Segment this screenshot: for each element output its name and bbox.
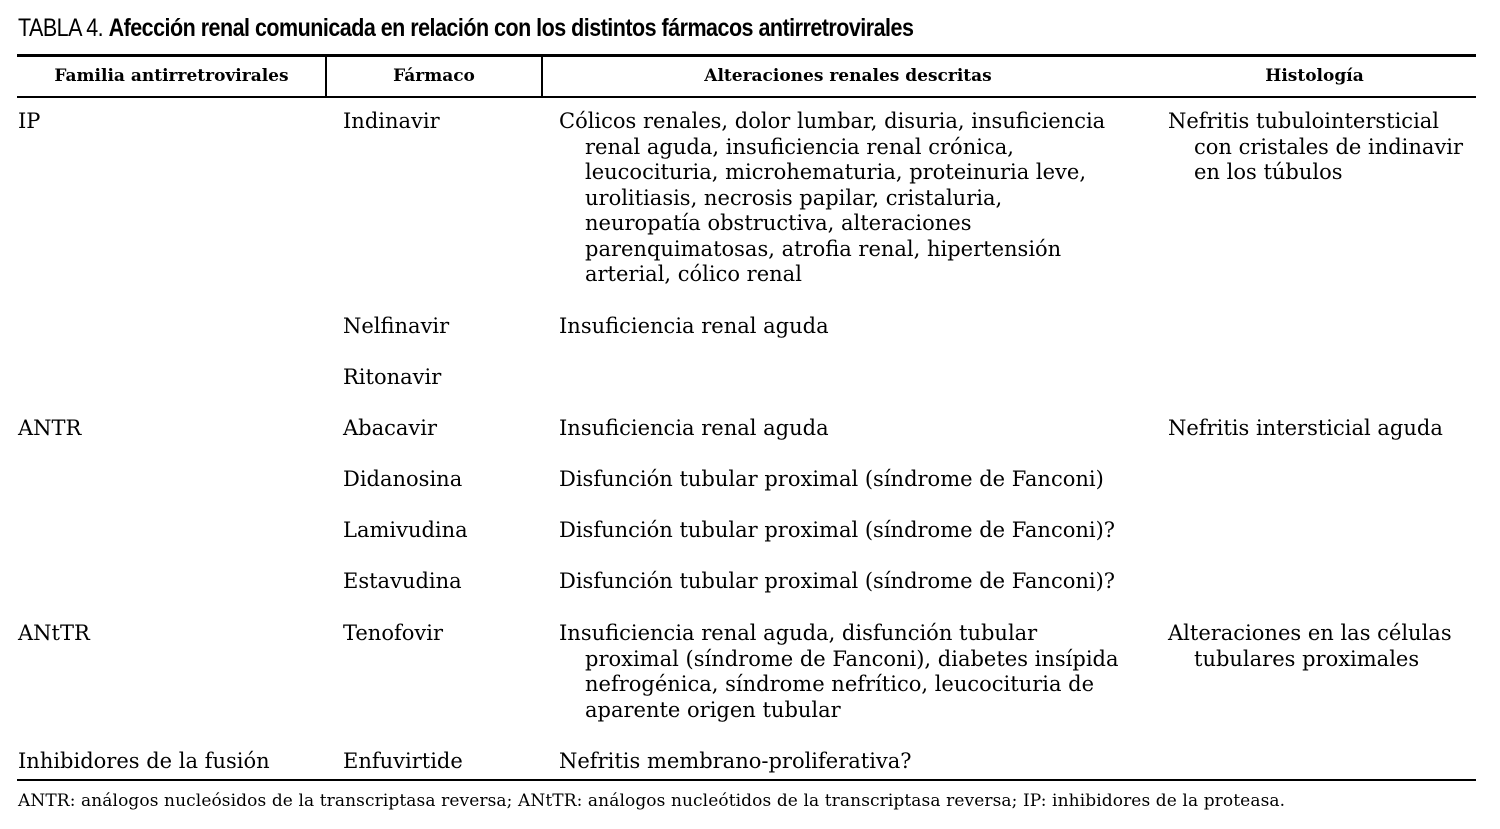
bottom-rule — [17, 779, 1476, 781]
alterations-cell: Disfunción tubular proximal (síndrome de Fanconi) — [559, 467, 1104, 491]
alterations-cell: Insuficiencia renal aguda — [559, 416, 829, 440]
histology-line: con cristales de indinavir — [1194, 134, 1464, 159]
family-cell: IP — [18, 109, 41, 133]
alterations-cell: Disfunción tubular proximal (síndrome de Fanconi)? — [559, 518, 1116, 542]
alterations-line: Cólicos renales, dolor lumbar, disuria, insuficiencia — [559, 109, 1106, 133]
histology-line: Nefritis tubulointersticial — [1168, 109, 1440, 133]
alterations-cell — [559, 621, 1119, 723]
drug-cell: Abacavir — [343, 416, 438, 440]
drug-cell: Didanosina — [343, 467, 463, 491]
alterations-cell: Nefritis membrano-proliferativa? — [559, 749, 912, 773]
drug-cell: Tenofovir — [343, 621, 444, 645]
histology-cell: Nefritis intersticial aguda — [1168, 416, 1443, 440]
alterations-cell: Insuficiencia renal aguda — [559, 314, 829, 338]
alterations-line: arterial, cólico renal — [585, 262, 802, 286]
drug-cell: Enfuvirtide — [343, 749, 463, 773]
drug-cell: Estavudina — [343, 569, 462, 593]
drug-cell: Indinavir — [343, 109, 440, 133]
histology-line: tubulares proximales — [1194, 646, 1420, 671]
alterations-line: neuropatía obstructiva, alteraciones — [585, 211, 972, 235]
alterations-line: parenquimatosas, atrofia renal, hipertensión — [585, 236, 1062, 261]
histology-line: Alteraciones en las células — [1168, 621, 1452, 645]
alterations-line: renal aguda, insuficiencia renal crónica, — [585, 134, 1014, 159]
histology-line: en los túbulos — [1194, 160, 1343, 184]
table-title — [18, 11, 913, 45]
drug-cell: Ritonavir — [343, 365, 442, 389]
header-alterations: Alteraciones renales descritas — [704, 66, 992, 86]
header-rule — [17, 96, 1476, 98]
header-histology: Histología — [1265, 66, 1364, 86]
table-footnote: ANTR: análogos nucleósidos de la transcriptasa reversa; ANtTR: análogos nucleótidos de la transcriptasa reversa; IP: inhibidores de la proteasa. — [18, 791, 1286, 811]
family-cell: ANTR — [18, 416, 82, 440]
family-cell: Inhibidores de la fusión — [18, 749, 270, 773]
table-number: TABLA 4. — [18, 14, 104, 42]
header-family: Familia antirretrovirales — [54, 66, 289, 86]
alterations-cell — [559, 109, 1105, 288]
histology-cell — [1168, 621, 1452, 672]
alterations-cell: Disfunción tubular proximal (síndrome de Fanconi)? — [559, 569, 1116, 593]
table-caption: Afección renal comunicada en relación con los distintos fármacos antirretrovirales — [108, 14, 914, 42]
alterations-line: leucocituria, microhematuria, proteinuria leve, — [585, 160, 1087, 184]
alterations-line: proximal (síndrome de Fanconi), diabetes insípida — [585, 646, 1119, 671]
drug-cell: Nelfinavir — [343, 314, 450, 338]
header-drug: Fármaco — [393, 66, 475, 86]
alterations-line: aparente origen tubular — [585, 697, 841, 722]
histology-cell — [1168, 109, 1463, 186]
alterations-line: urolitiasis, necrosis papilar, cristaluria, — [585, 185, 1003, 210]
alterations-line: nefrogénica, síndrome nefrítico, leucocituria de — [585, 672, 1095, 696]
alterations-line: Insuficiencia renal aguda, disfunción tubular — [559, 621, 1038, 645]
drug-cell: Lamivudina — [343, 518, 468, 542]
family-cell: ANtTR — [18, 621, 90, 645]
